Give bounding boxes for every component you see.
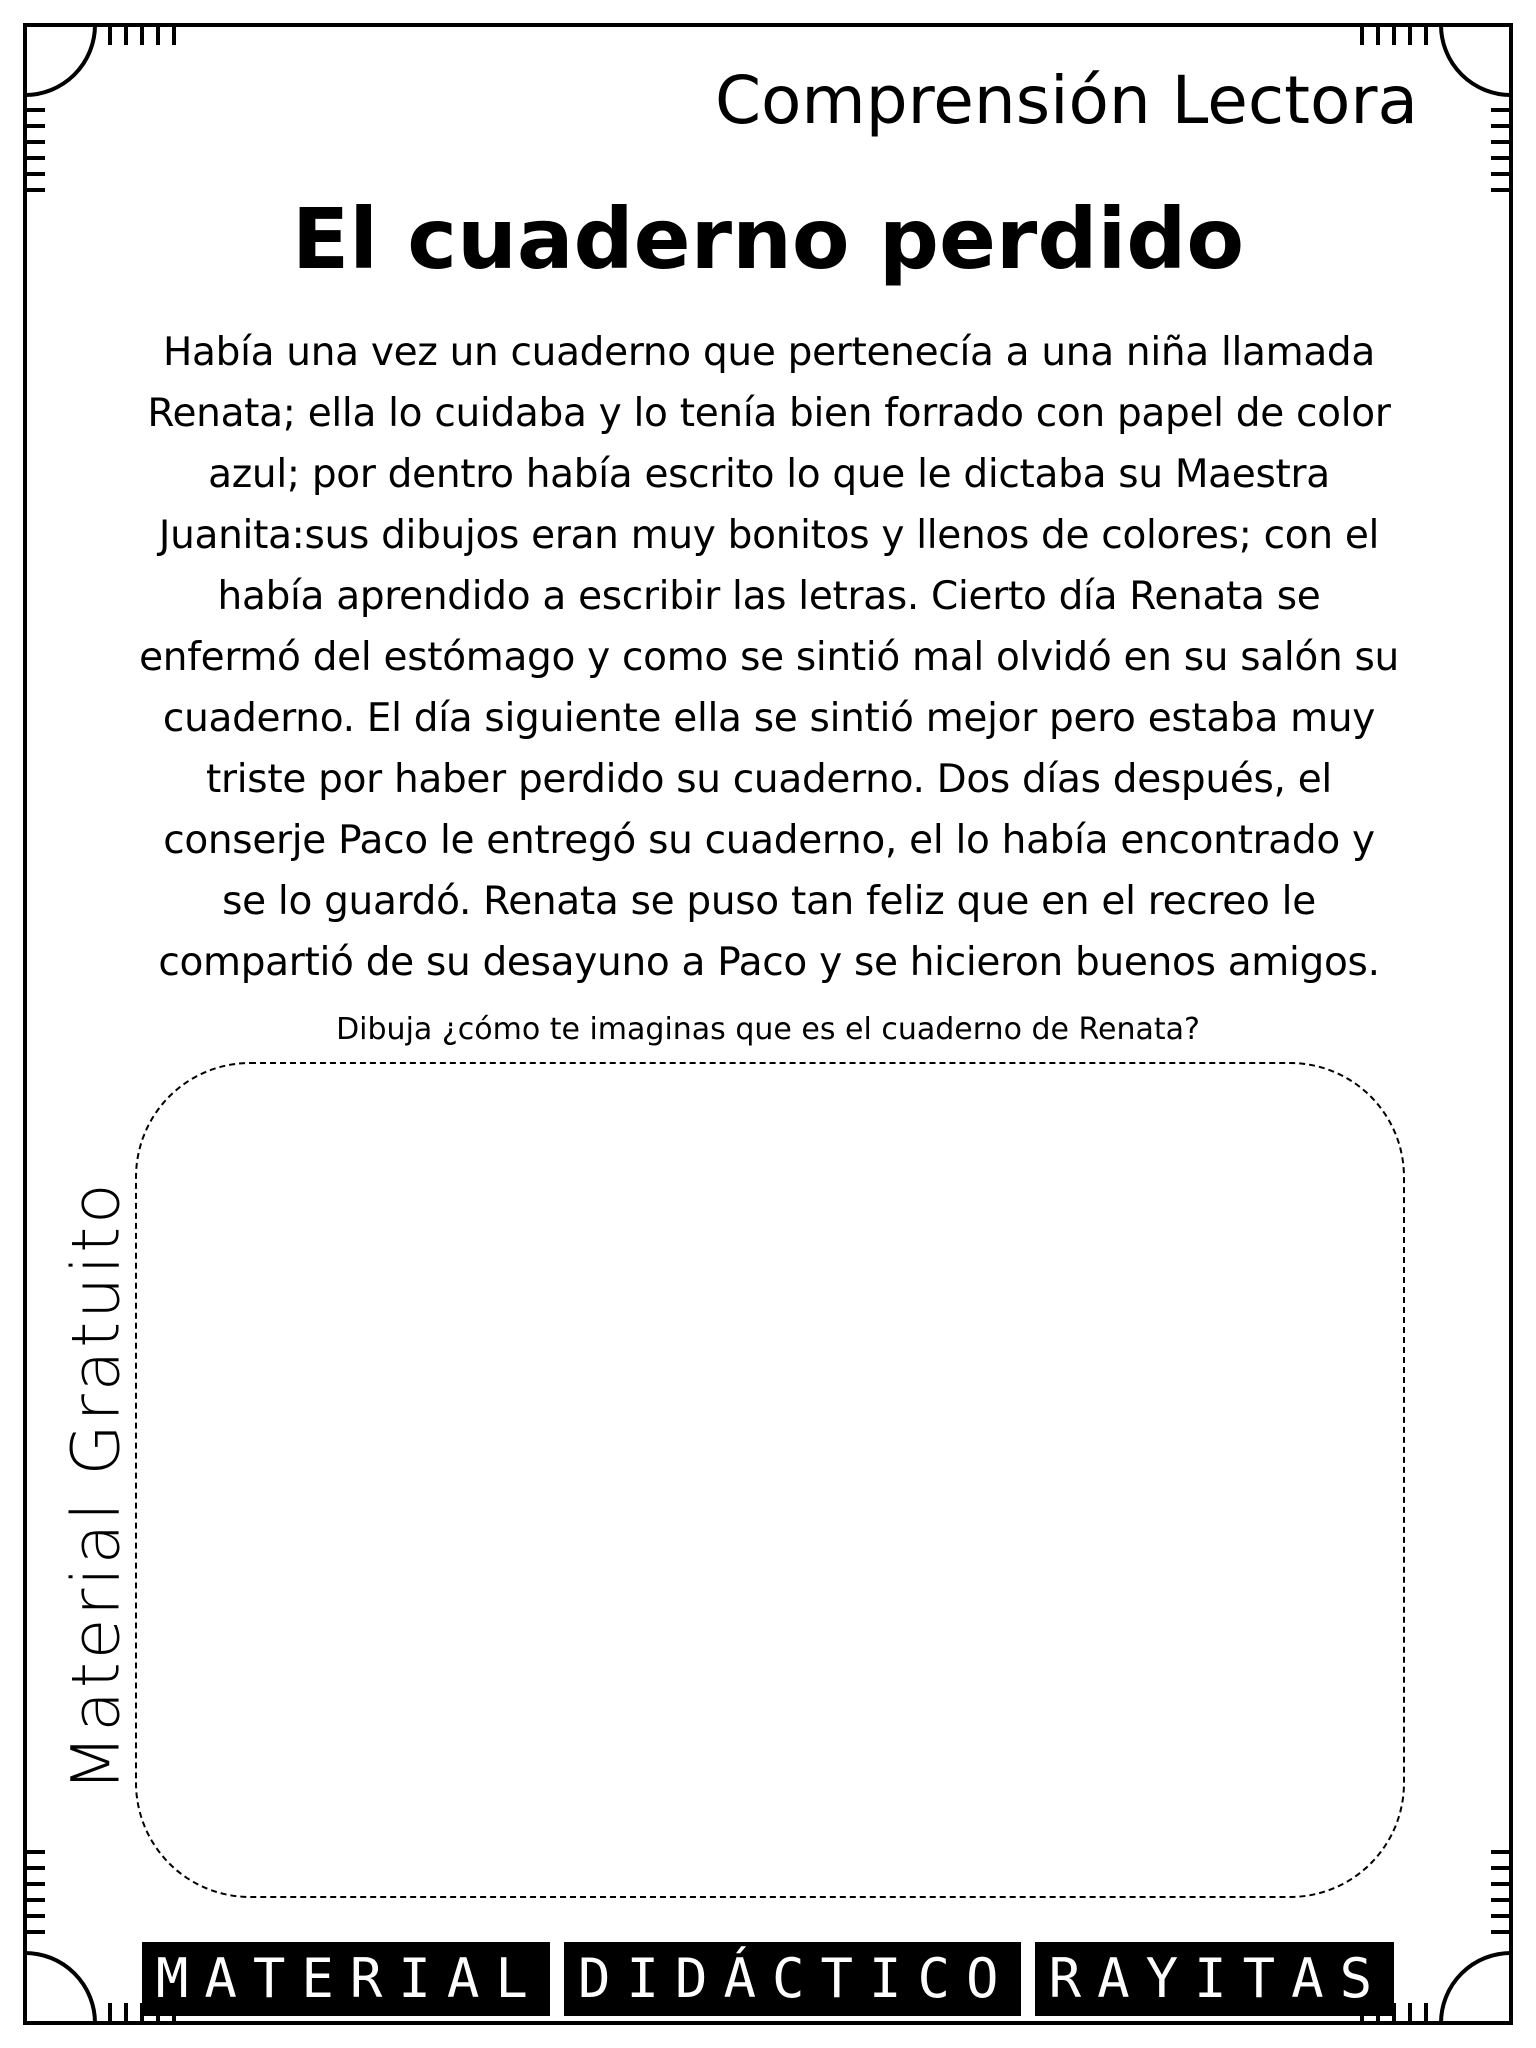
story-line: se lo guardó. Renata se puso tan feliz que en el recreo le: [222, 879, 1316, 924]
story-line: había aprendido a escribir las letras. Cierto día Renata se: [217, 574, 1321, 619]
story-line: cuaderno. El día siguiente ella se sintió mejor pero estaba muy: [162, 696, 1376, 741]
story-line: enfermó del estómago y como se sintió mal olvidó en su salón su: [139, 635, 1399, 680]
drawing-prompt: Dibuja ¿cómo te imaginas que es el cuaderno de Renata?: [336, 1012, 1200, 1047]
footer-word-didactico: DIDÁCTICO: [564, 1942, 1021, 2016]
story-line: Renata; ella lo cuidaba y lo tenía bien forrado con papel de color: [147, 391, 1391, 436]
footer-word-rayitas: RAYITAS: [1035, 1942, 1395, 2016]
story-line: triste por haber perdido su cuaderno. Dos días después, el: [206, 757, 1332, 802]
story-title: El cuaderno perdido: [291, 190, 1245, 288]
story-line: Juanita:sus dibujos eran muy bonitos y llenos de colores; con el: [158, 513, 1380, 558]
worksheet-subtitle: Comprensión Lectora: [714, 62, 1418, 139]
story-line: azul; por dentro había escrito lo que le dictaba su Maestra: [208, 452, 1330, 497]
footer-word-material: MATERIAL: [142, 1942, 550, 2016]
footer-brand: [0, 1942, 1536, 2016]
story-line: conserje Paco le entregó su cuaderno, el lo había encontrado y: [163, 818, 1375, 863]
story-line: Había una vez un cuaderno que pertenecía a una niña llamada: [163, 330, 1375, 375]
side-label: Material Gratuito: [57, 1180, 135, 1792]
story-line: compartió de su desayuno a Paco y se hicieron buenos amigos.: [158, 940, 1380, 985]
story-text: [86, 322, 1452, 993]
drawing-area[interactable]: [135, 1062, 1405, 1898]
